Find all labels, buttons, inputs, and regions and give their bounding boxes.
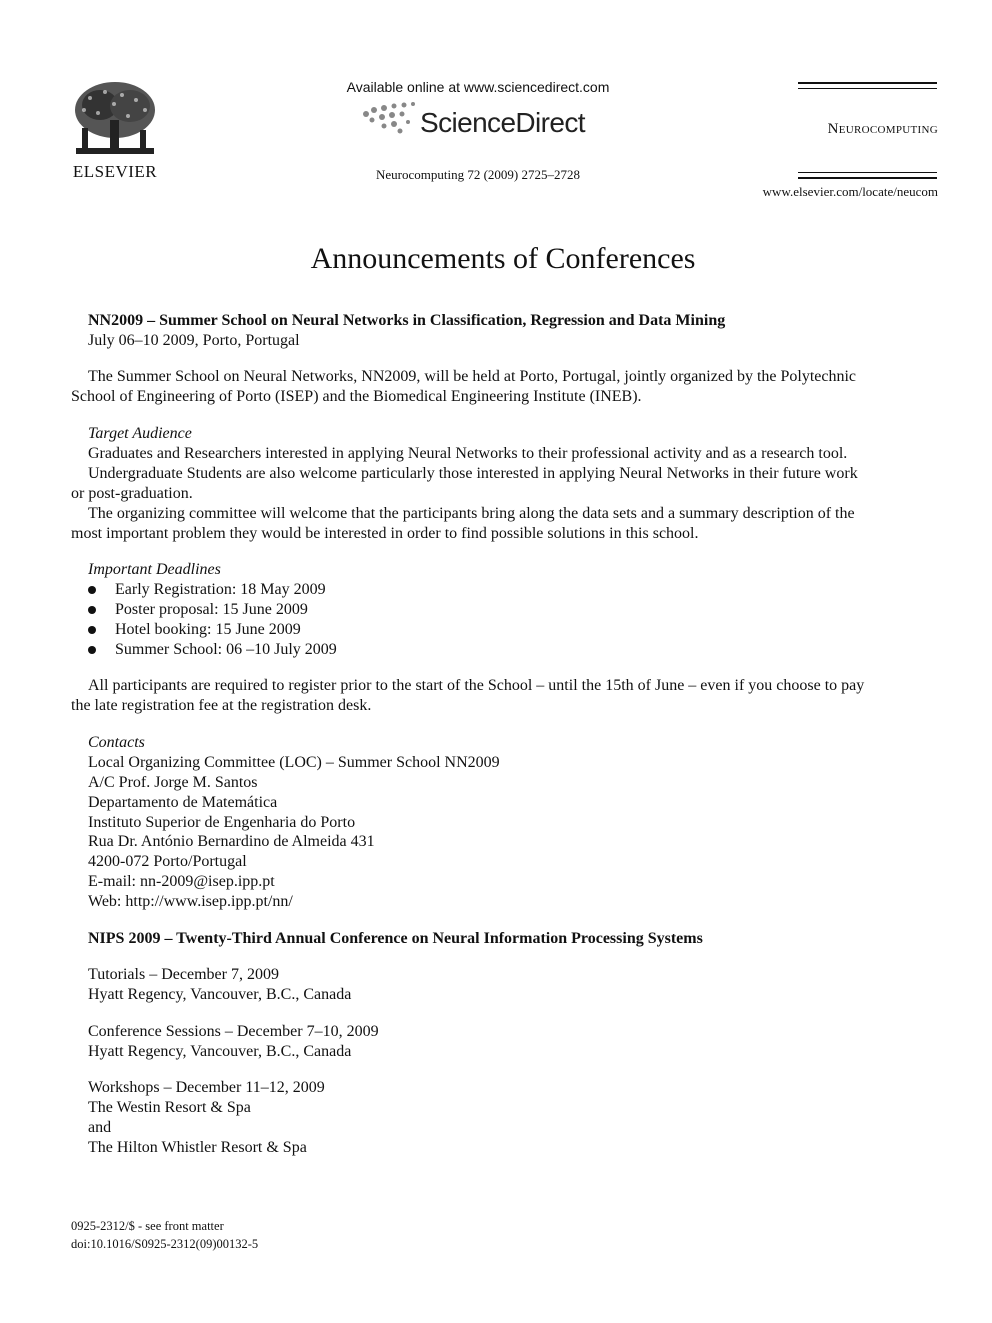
nn2009-dates: July 06–10 2009, Porto, Portugal — [88, 332, 300, 349]
sciencedirect-logo-text: ScienceDirect — [420, 107, 585, 138]
deadlines-heading: Important Deadlines — [88, 561, 221, 578]
journal-citation: Neurocomputing 72 (2009) 2725–2728 — [375, 167, 580, 182]
journal-rule-top-thin — [798, 88, 937, 89]
nips-tutorials-line: Tutorials – December 7, 2009 — [88, 966, 279, 983]
nn2009-heading: NN2009 – Summer School on Neural Networks in Classification, Regression and Data Mining — [88, 312, 726, 329]
bullet-icon — [88, 586, 96, 594]
journal-rule-top — [798, 82, 937, 84]
nips-sessions-line: Hyatt Regency, Vancouver, B.C., Canada — [88, 1043, 352, 1060]
doi-link[interactable]: doi:10.1016/S0925-2312(09)00132-5 — [71, 1237, 259, 1251]
nips-workshops-line: Workshops – December 11–12, 2009 — [88, 1079, 325, 1096]
contact-line: Departamento de Matemática — [88, 794, 278, 811]
target-audience-heading: Target Audience — [88, 425, 192, 442]
contact-line: Rua Dr. António Bernardino de Almeida 431 — [88, 833, 375, 850]
journal-url-link[interactable]: www.elsevier.com/locate/neucom — [762, 184, 938, 199]
nips-heading: NIPS 2009 – Twenty-Third Annual Conference on Neural Information Processing Systems — [88, 930, 703, 947]
contact-line: Instituto Superior de Engenharia do Porto — [88, 814, 356, 831]
nn2009-intro-line: School of Engineering of Porto (ISEP) and the Biomedical Engineering Institute (INEB). — [71, 388, 642, 405]
nips-tutorials-line: Hyatt Regency, Vancouver, B.C., Canada — [88, 986, 352, 1003]
contact-line: A/C Prof. Jorge M. Santos — [88, 774, 258, 791]
audience-line: The organizing committee will welcome that the participants bring along the data sets and a summary description of the — [88, 505, 855, 522]
available-online-text: Available online at www.sciencedirect.com — [346, 79, 610, 95]
elsevier-tree-logo — [70, 80, 160, 160]
registration-note-line: the late registration fee at the registration desk. — [71, 697, 372, 714]
journal-rule-bottom — [798, 177, 937, 179]
audience-line: or post-graduation. — [71, 485, 193, 502]
page-title: Announcements of Conferences — [310, 242, 696, 275]
bullet-icon — [88, 646, 96, 654]
nips-workshops-line: The Hilton Whistler Resort & Spa — [88, 1139, 307, 1156]
nips-workshops-line: and — [88, 1119, 112, 1136]
contact-line: 4200-072 Porto/Portugal — [88, 853, 247, 870]
nips-sessions-line: Conference Sessions – December 7–10, 2009 — [88, 1023, 379, 1040]
bullet-icon — [88, 606, 96, 614]
bullet-icon — [88, 626, 96, 634]
deadline-item: Poster proposal: 15 June 2009 — [115, 601, 308, 618]
publisher-logo-text: ELSEVIER — [72, 162, 158, 181]
sciencedirect-dots-icon — [360, 100, 420, 140]
contacts-heading: Contacts — [88, 734, 145, 751]
registration-note-line: All participants are required to register prior to the start of the School – until the 15th of June – even if you choose to pay — [88, 677, 865, 694]
audience-line: Undergraduate Students are also welcome particularly those interested in applying Neural Networks in their future work — [88, 465, 858, 482]
nn2009-intro-line: The Summer School on Neural Networks, NN2009, will be held at Porto, Portugal, jointly organized by the Polytechnic — [88, 368, 857, 385]
issn-note: 0925-2312/$ - see front matter — [71, 1219, 224, 1233]
deadline-item: Hotel booking: 15 June 2009 — [115, 621, 301, 638]
contact-web-link[interactable]: Web: http://www.isep.ipp.pt/nn/ — [88, 893, 293, 910]
journal-rule-bottom-thin — [798, 172, 937, 173]
deadline-item: Summer School: 06 –10 July 2009 — [115, 641, 337, 658]
nips-workshops-line: The Westin Resort & Spa — [88, 1099, 251, 1116]
contact-email[interactable]: E-mail: nn-2009@isep.ipp.pt — [88, 873, 275, 890]
journal-name: Neurocomputing — [827, 121, 938, 137]
contact-line: Local Organizing Committee (LOC) – Summer School NN2009 — [88, 754, 500, 771]
audience-line: Graduates and Researchers interested in applying Neural Networks to their professional activity and as a research tool. — [88, 445, 848, 462]
deadline-item: Early Registration: 18 May 2009 — [115, 581, 326, 598]
audience-line: most important problem they would be interested in order to find possible solutions in this school. — [71, 525, 699, 542]
